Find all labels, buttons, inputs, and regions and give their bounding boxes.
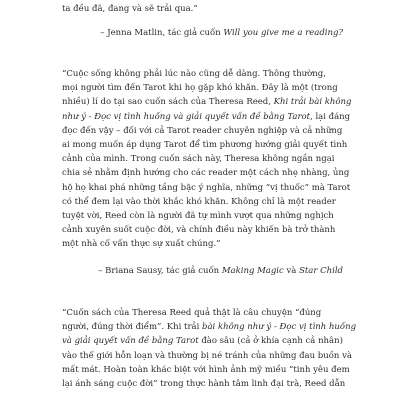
quote-line xyxy=(62,95,352,109)
quote-line: một nhà cố vấn thực sự xuất chúng.” xyxy=(62,239,221,250)
book-title: Khi trải bài không xyxy=(273,97,352,108)
quote-line: hộ họ khai phá những tầng bậc ý nghĩa, những “vị thuốc” mà Tarot xyxy=(62,182,351,193)
quote-line xyxy=(62,334,348,348)
attribution-text: và xyxy=(283,266,300,276)
quote-line: cảnh xuyên suốt cuộc đời, và chính điều này khiến bà trở thành xyxy=(62,225,336,236)
quote-ending-line: ta đều đã, đang và sẽ trải qua.” xyxy=(62,4,198,14)
quote-line xyxy=(62,320,357,334)
book-title: Will you give me a reading? xyxy=(223,28,343,38)
quote-line: “Cuốn sách của Theresa Reed quả thật là câu chuyện “đúng xyxy=(62,308,322,318)
quote-theresa-reed-book xyxy=(62,306,357,391)
quote-line: mọi người tìm đến Tarot khi họ gặp khó khăn. Đây là một (trong xyxy=(62,83,338,94)
quote-text: đào sâu (cả ở khía cạnh cả nhân) xyxy=(198,336,343,347)
book-title: như ý - Đọc vị tình huống và giải quyết vấn đề bằng Tarot xyxy=(62,111,311,122)
quote-line: chia sẻ nhằm định hướng cho các reader một cách nhẹ nhàng, ủng xyxy=(62,168,350,179)
quote-text: người, đúng thời điểm”. Khi trải xyxy=(62,322,203,333)
attribution-jenna-matlin xyxy=(100,26,343,40)
attribution-briana-sausy xyxy=(98,264,343,278)
attribution-text: – Jenna Matlin, tác giả cuốn xyxy=(100,28,224,38)
attribution-text: – Briana Sausy, tác giả cuốn xyxy=(98,266,222,276)
quote-line: “Cuộc sống không phải lúc nào cũng dễ dàng. Thông thường, xyxy=(62,69,326,79)
quote-ending xyxy=(62,2,348,16)
quote-line: mất mát. Hoàn toàn khác biệt với hình ảnh mỹ miều “tinh yêu đem xyxy=(62,364,350,375)
book-title: Making Magic xyxy=(221,266,284,276)
quote-line: có thể đem lại vào thời khắc khó khăn. Không chỉ là một reader xyxy=(62,196,336,207)
book-title: bài không như ý - Đọc vị tình huống xyxy=(202,322,357,333)
quote-line: cảnh của mình. Trong cuốn sách này, Theresa không ngần ngại xyxy=(62,154,335,165)
book-title: và giải quyết vấn đề bằng Tarot xyxy=(62,336,199,347)
quote-line xyxy=(62,110,351,124)
quote-line: tuyệt vời, Reed còn là người đã tự mình vượt qua những nghịch xyxy=(62,211,334,222)
quote-line: đọc đến vậy – đối với cả Tarot reader chuyên nghiệp và cả những xyxy=(62,125,343,136)
quote-text: nhiều) lí do tại sao cuốn sách của Theresa Reed, xyxy=(62,97,274,108)
quote-line: lại ánh sáng cuộc đời” trong thực hành tâm linh đại trà, Reed dẫn xyxy=(62,379,346,390)
quote-line: vào thế giới hỗn loạn và thường bị né tránh của những đau buồn và xyxy=(62,350,352,361)
book-title: Star Child xyxy=(299,266,343,276)
quote-text: , lại đáng xyxy=(310,111,351,122)
quote-line: ai mong muốn áp dụng Tarot để tìm phương hướng giải quyết tình xyxy=(62,140,348,151)
quote-briana-sausy xyxy=(62,67,352,252)
